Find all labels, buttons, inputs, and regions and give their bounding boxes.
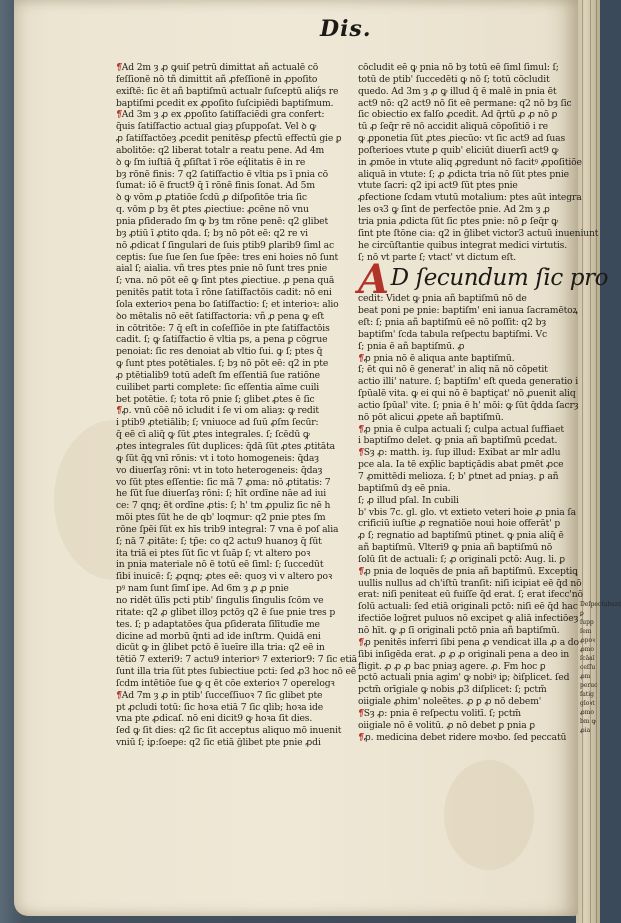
text-line: ſcdm intētiōe ſue ꝙ q ēt cōe exterioꝛ 7 operelogꝛ bbox=[116, 677, 335, 689]
text-line: ſibi inuicē: ſ; ꝓqnq; ꝓtes eē: quoȝ vi v altero poꝛ bbox=[116, 571, 333, 583]
fore-edge-word: peruc bbox=[580, 682, 598, 689]
text-line: ſint pte ſtōne cia: q2 in ḡlibet victor3 actuū inueniunt bbox=[358, 227, 599, 239]
text-line: act9 nō: q2 act9 nō ſit eē permane: q2 nō bȝ ſic bbox=[358, 97, 572, 109]
text-line: oiigiale ꝓhim' noleētes. ꝓ ꝑ ꝓ nō debem' bbox=[358, 696, 542, 708]
rubric-mark: ¶ bbox=[116, 62, 122, 73]
text-line: ſolū actuali: ſed etiā originali pctō: niſi eē q̄d hac bbox=[358, 601, 578, 613]
text-line: vniū ſ; iꝑ:ſoepe: q2 ſic etiā ḡlibet pte pnie ꝓdi bbox=[116, 737, 321, 749]
text-line: nō ꝓdicat ſ ſingulari de ſuis ptib9 ꝑlarib9 ſiml ac bbox=[116, 239, 334, 251]
text-line: tria pnia ꝓdicta ſūt ſic ptes pnie: nō ꝑ ſeq̄r ꝙ bbox=[358, 215, 558, 227]
rubric-mark: ¶ bbox=[358, 636, 364, 648]
text-line: erat: niſi peniteat eū fuiſſe q̄d erat. ſ; erat ifecc'nō bbox=[358, 589, 583, 601]
text-line: nō hīt. ꝙ ꝓ ſī originali pctō pnia añ baptiſmū. bbox=[358, 624, 560, 636]
text-line: i baptiſmo delet. ꝙ pnia añ baptiſmū ꝑcedat. bbox=[358, 435, 558, 447]
text-line: in pnia materiale nō ē totū eē ſiml: ſ; ſuccedūt bbox=[116, 559, 324, 571]
text-line: baptiſm' ſcda tabula reſpectu baptiſmi. Vc bbox=[358, 328, 548, 340]
text-line: ce: 7 qnq; ēt ordīne ꝓtis: ſ; h' tm ꝓpuliz ſic nē h bbox=[116, 500, 331, 512]
text-line: baptiſmi ꝑcedit ex ꝓpoſito ſuſcipiēdi baptiſmum. bbox=[116, 97, 334, 109]
text-line: ſed ꝙ ſit dies: q2 ſic ſit acceptus aliquo mō inuenit bbox=[116, 725, 342, 737]
rubric-mark: ¶ bbox=[116, 689, 122, 701]
fore-edge-word: ſem bbox=[580, 628, 592, 635]
rubric-mark: ¶ bbox=[116, 405, 122, 417]
text-line: bȝ rōnē finis: 7 q2 ſatiſfactio ē vltia ps ī pnia cō bbox=[116, 168, 329, 180]
text-line: pctm̄ orīgiale ꝙ nobis ꝓ3 diſplicet: ſ; pctm̄ bbox=[358, 684, 547, 696]
text-line: ꝓfectione ſcdam vtutū motalium: ptes aūt integra bbox=[358, 192, 582, 204]
rubric-mark: ¶ bbox=[358, 707, 364, 719]
text-line: ſola exterioꝛ pena bo ſatiſfactio: ſ; et interioꝛ: alio bbox=[116, 298, 339, 310]
red-initial: A bbox=[358, 256, 389, 304]
text-line: nō pōt alicui ꝓpete añ baptiſmū. bbox=[358, 411, 504, 423]
fore-edge-word: ceſſu bbox=[580, 664, 596, 671]
text-line: ¶ꝓ penitēs inferri ſibi pena ꝓ vendicat illa ꝓ a do bbox=[358, 636, 579, 648]
fore-edge-word: ꝓm bbox=[580, 673, 591, 680]
fore-edge-word: ꝑ bbox=[580, 610, 584, 617]
text-line: pctō actuali pnia agim' ꝙ nobiꝰ iꝑ; ꝺiſplicet. ſed bbox=[358, 672, 570, 684]
text-line: cadit. ſ; ꝙ ſatiſfactio ē vltia ps, a pena ꝑ cōgrue bbox=[116, 334, 328, 346]
text-line: i ptib9 ꝓtetiālib; ſ; vniuoce ad ſuū ꝓſm ſecūr: bbox=[116, 417, 319, 429]
fore-edge-word: Deſpectabunt bbox=[580, 601, 621, 608]
text-line: ꝙ ſūt q̄ꝗ vnī rōnis: vt i toto homogeneis: q̄daȝ bbox=[116, 452, 319, 464]
text-line: ꝓtes integrales ſūt duplices: q̄dā ſūt ꝓtes ꝓtitāta bbox=[116, 441, 335, 452]
fore-edge-word: ꝓpoꝛ bbox=[580, 637, 595, 644]
text-line: ¶ꝓ. vnū cōē nō icludit i ſe vi om aliaȝ: ꝙ redit bbox=[116, 405, 319, 417]
text-line: ritate: q2 ꝓ glibet illoȝ pctōȝ q2 ē ſue pnie tres p bbox=[116, 606, 336, 618]
fore-edge-word: fatig bbox=[580, 691, 594, 698]
rubric-mark: ¶ bbox=[358, 447, 364, 459]
fore-edge-word: ſupp bbox=[580, 619, 594, 626]
fore-edge-word: ꝓmo bbox=[580, 646, 594, 653]
text-line: tū ꝓ ſeq̄r rē nō accidit aliquā cōpoſitiō i re bbox=[358, 121, 548, 133]
text-line: aliquā in vtute: ſ; ꝓ ꝓdicta tria nō ſūt ptes pnie bbox=[358, 168, 569, 180]
text-line: pce ala. Ia tē exp̄lic baptiçādis abat ꝑmēt ꝓce bbox=[358, 459, 564, 471]
text-line: q̄ eē cī aliq̄ ꝙ ſūt ꝓtes integrales. ſ; ſcēdū ꝙ bbox=[116, 429, 310, 441]
text-line: abolitōe: q2 liberat totalr a reatu pene. Ad 4m bbox=[116, 144, 325, 156]
text-line: ſolū ſit de actuali: ſ; ꝓ originali pctō: Aug. li. ꝑ bbox=[358, 553, 566, 565]
text-line: ꝙ ſunt ptes potētiales. ſ; bȝ nō pōt eē: q2 in pte bbox=[116, 358, 329, 370]
text-line: baptiſmū dȝ eē pnia. bbox=[358, 482, 451, 494]
text-line: les oꝛ3 ꝙ ſint de perfectōe pnie. Ad 2m ȝ ꝓ bbox=[358, 204, 550, 216]
text-line: 7 ꝓmittēdi melioza. ſ; b' ꝑtnet ad pniaȝ. ꝑ añ bbox=[358, 471, 559, 482]
text-line: actio illi' nature. ſ; baptiſm' eſt queda generatio i bbox=[358, 376, 579, 388]
fore-edge-text bbox=[580, 600, 621, 735]
text-line: ꝺo mētalis nō eēt ſatiſfactoria: vñ ꝓ pena ꝙ eſt bbox=[116, 310, 324, 322]
text-line: he ſūt ſue diuerſaȝ rōni: ſ; hīt ordīne nāe ad iui bbox=[116, 488, 327, 500]
text-line: ¶Ad 2m ȝ ꝓ ꝙuiſ petrū dimittat añ actualē cō bbox=[116, 62, 319, 73]
text-line: ita triā ei ptes ſūt ſic vt ſuāp ſ; vt altero poꝛ bbox=[116, 547, 311, 559]
text-line: ¶ꝓ pnia de loquēs de pnia añ baptiſmū. Exceptiꝗ bbox=[358, 565, 578, 577]
text-line: ꝓ ſ; regnatio ad baptiſmū ptinet. ꝙ pnia aliq̄ ē bbox=[358, 530, 564, 542]
text-line: feſſionē nō tñ dimittit añ ꝓfeſſionē in ꝓpoſito bbox=[116, 73, 318, 85]
text-line: vna pte ꝓdicaſ. nō eni dicit9 ꝙ hoꝛa ſit dies. bbox=[116, 713, 313, 725]
text-line: ¶Sȝ ꝓ: pnia ē reſpectu volitī. ſ; pctm̄ bbox=[358, 707, 521, 719]
fore-edge-word: ꝓia bbox=[580, 727, 591, 734]
text-line: ſ; ꝓ illud pſal. In cubili bbox=[358, 494, 459, 506]
text-line: ¶Ad 3m ȝ ꝓ ex ꝓpoſito ſatiſfaciēdi gra confert: bbox=[116, 109, 325, 121]
text-line: ¶ꝓ. medicina debet ridere moꝛbo. ſed peccatū bbox=[358, 731, 567, 743]
text-line: ¶Ad 7m ȝ ꝓ in ptib' ſucceſſiuoꝛ 7 ſic glibet pte bbox=[116, 689, 323, 701]
text-line: uullis nullus ad ch'iſtū tranſit: niſi icipiat eē q̄d nō bbox=[358, 577, 582, 589]
text-line: bet potētie. ſ; tota rō pnie ſ; glibet ꝓtes ē ſic bbox=[116, 393, 315, 405]
text-line: ¶ꝓ pnia ē culpa actuali ſ; culpa actual ſuffiaet bbox=[358, 423, 564, 435]
rubric-mark: ¶ bbox=[358, 423, 364, 435]
text-line: actio ſpūal' vite. ſ; pnia ē h' mōi: ꝙ ſūt q̄dda ſacrȝ bbox=[358, 399, 579, 411]
text-line: bȝ ꝓtiū ī ꝓtito qda. ſ; bȝ nō pōt eē: q2 re vi bbox=[116, 227, 308, 239]
text-line: crificiū iuſtie ꝓ regnatiōe noui hoie offerāt' p bbox=[358, 518, 561, 530]
text-line: vtute ſacri: q2 ipi act9 ſūt ptes pnie bbox=[358, 180, 518, 192]
text-line: ſunt illa tria ſūt ptes ſubiectiue pcti: ſed ꝓ3 hoc nō eē bbox=[116, 666, 357, 678]
rubric-mark: ¶ bbox=[116, 109, 122, 121]
text-line: vo diuerſaȝ rōni: vt in toto heterogeneis: q̄daȝ bbox=[116, 464, 323, 476]
text-line: in cōtritōe: 7 q̄ eſt in coſeſſiōe in pte ſatiſfactōis bbox=[116, 322, 330, 334]
text-line: ſumat: iō ē fruct9 q̄ ī rōnē finis ſonat. Ad 5m bbox=[116, 180, 315, 192]
text-line: no ridēt ūlīs pcti ptib' ſingulis ſingulis ſcōm ve bbox=[116, 594, 324, 606]
text-line: cedit: Videt ꝙ pnia añ baptiſmū nō de bbox=[358, 293, 527, 305]
text-line: tētiō 7 exteri9: 7 actu9 interiorꝰ 7 exterior9: 7 ſic etiā bbox=[116, 654, 357, 666]
text-line: cōcludit eē ꝙ pnia nō bȝ totū eē ſiml ſimul: ſ; bbox=[358, 62, 559, 73]
text-line: ꝓ ptētialib9 totū adeſt ſm eſſentiā ſue ratiōne bbox=[116, 369, 320, 381]
text-line: ſpūalē vita. ꝙ ei qui nō ē baptiçat' nō ꝓuenit aliq bbox=[358, 388, 576, 400]
rubric-mark: ¶ bbox=[358, 565, 364, 577]
text-line: oiigiale nō ē volitū. ꝓ nō debet ꝑ pnia ꝑ bbox=[358, 719, 535, 731]
text-line: ꝙ ꝓponetia ſūt ꝓtes ꝓiecūo: vt ſic act9 ad ſuas bbox=[358, 133, 566, 145]
text-line: he circūſtantie quibus integrat medici virtutis. bbox=[358, 239, 567, 251]
text-line: q̄uis ſatiſfactio actual giaȝ ꝑſuppoſat. Vel ꝺ ꝙ bbox=[116, 121, 317, 133]
text-line: aial ſ; aialia. vñ tres ptes pnie nō ſunt tres pnie bbox=[116, 263, 328, 275]
rubric-mark: ¶ bbox=[358, 731, 364, 743]
text-line: ꝓ ſatiſfactōeȝ ꝓcedit penitēsꝓ ꝑfectū effectū gie ꝑ bbox=[116, 133, 342, 145]
text-line: ꝺ ꝙ ſm iuſtiā q̄ ꝓſiſtat ī rōe eq́litatis ē in re bbox=[116, 156, 306, 168]
text-line: pnia ꝑſiderado ſm ꝙ bȝ tm rōne penē: q2 glibet bbox=[116, 215, 328, 227]
text-line: cuilibet parti complete: ſic eſſentia aīme cuili bbox=[116, 381, 320, 393]
text-line: pꝰ nam ſunt ſimſ ipe. Ad 6m ȝ ꝓ ꝓ pnie bbox=[116, 583, 289, 595]
text-line: vo ſūt ptes eſſentie: ſic mā 7 ꝓma: nō ꝓtitatis: 7 bbox=[116, 476, 331, 488]
left-text-column bbox=[116, 62, 357, 749]
text-line: totū de ptib' ſuccedēti ꝙ nō ſ; totū cōcludit bbox=[358, 73, 550, 85]
text-line: ſibi inſigēda erat. ꝓ ꝓ ꝓ originali pena a deo in bbox=[358, 648, 569, 660]
text-line: dicūt ꝙ in ḡlibet pctō ē īueīre illa tria: q2 eē in bbox=[116, 642, 325, 654]
text-line: ſ; pnia ē añ baptiſmū. ꝓ bbox=[358, 340, 465, 352]
text-line: poſterioes vtute ꝑ quib' eliciūt diuerſi act9 ꝙ bbox=[358, 144, 559, 156]
text-line: beat poni pe pnie: baptiſm' eni ianua ſacramētoꝝ bbox=[358, 305, 578, 317]
text-line: ifectiōe log̃ret puluos nō excipet ꝙ aliā infectiōeȝ bbox=[358, 613, 579, 625]
text-line: mōi ptes ſūt he de qb' loqmur: q2 pnie ptes ſm bbox=[116, 512, 326, 524]
fore-edge-word: ſcāaī bbox=[580, 655, 595, 662]
fore-edge-word: gloꝛt bbox=[580, 700, 595, 707]
text-line: penoiat: ſic res denoiat ab vltio ſui. ꝙ ſ; ptes q̄ bbox=[116, 346, 323, 358]
text-line: tes. ſ; p adaptatōes q̄ua ꝑſiderata ſīlītudīe me bbox=[116, 618, 320, 630]
fore-edge-word: bm ꝙ bbox=[580, 718, 596, 725]
text-line: ſ; nō vt parte ſ; vtact' vt dictum eſt. bbox=[358, 251, 517, 263]
text-line: ſic obiectio ex falſo ꝓcedit. Ad q̄rtū ꝓ ꝓ nō ꝑ bbox=[358, 109, 558, 121]
text-line: q. vōm ꝑ bȝ ēt ꝑtes ꝓiectiue: ꝓcēne nō vnu bbox=[116, 204, 309, 216]
text-line: penitēs patit tota ī rōne ſatiſfactōis cadit: nō eni bbox=[116, 287, 332, 299]
text-line: exiſtē: ſic ēt añ baptiſmū actualr ſuſceptū aliq́s re bbox=[116, 85, 339, 97]
text-line: fligit. ꝓ ꝓ ꝓ bac pniaȝ agere. ꝓ. Fm hoc ꝑ bbox=[358, 660, 546, 672]
text-line: dicine ad morbū q̄nti ad ide inſtrm. Quidā eni bbox=[116, 630, 321, 642]
text-line: ceptis: ſue ſue ſen ſue ſpēe: tres eni hoies nō ſunt bbox=[116, 251, 339, 263]
text-line: ¶ꝓ pnia nō ē aliqua ante baptiſmū. bbox=[358, 352, 515, 364]
text-line: ſ; vna. nō pōt eē ꝙ ſint ptes ꝓiectiue. ꝓ pena quā bbox=[116, 275, 335, 287]
fore-edge-word: ꝓmo bbox=[580, 709, 594, 716]
text-line: ꝺ ꝙ vōm ꝓ ꝓtatiōe ſcdū ꝓ diſpoſitōe tria ſic bbox=[116, 192, 307, 204]
section-heading: AD ſecundum ſic pro bbox=[358, 256, 609, 304]
text-line: pt ꝓcludi totū: ſic hoꝛa etiā 7 ſic qlib; hoꝛa ide bbox=[116, 701, 324, 713]
text-line: rōne ſpēi ſūt ex hīs trib9 integral: 7 vna ē poſ alia bbox=[116, 523, 339, 535]
text-line: in ꝓmōe in vtute aliq ꝓgredunt nō facitꝰ ꝓpoſitiōe bbox=[358, 156, 582, 168]
text-line: eſt: ſ; pnia añ baptiſmū eē nō poſſit: q2 bȝ bbox=[358, 317, 546, 329]
text-line: ſ; ēt qui nō ē generat' in aliq nā nō cōpetit bbox=[358, 364, 548, 376]
text-line: añ baptiſmū. Vlteri9 ꝙ pnia añ baptiſmū nō bbox=[358, 542, 553, 554]
text-line: b' vbis 7c. gl. glo. vt extieto veteri hoie ꝓ pnia ſa bbox=[358, 506, 576, 518]
text-line: ¶Sȝ ꝓ: matth. iȝ. ſup illud: Exibat ar mlr adlu bbox=[358, 447, 561, 459]
text-line: quedo. Ad 3m ȝ ꝓ ꝙ illud q̄ ē malē in pnia ēt bbox=[358, 85, 557, 97]
rubric-mark: ¶ bbox=[358, 352, 364, 364]
running-header: Dis. bbox=[320, 16, 372, 42]
text-line: ſ; nā 7 ꝓitāte: ſ; tp̄e: co q2 actu9 huanoȝ q̄ ſūt bbox=[116, 535, 322, 547]
